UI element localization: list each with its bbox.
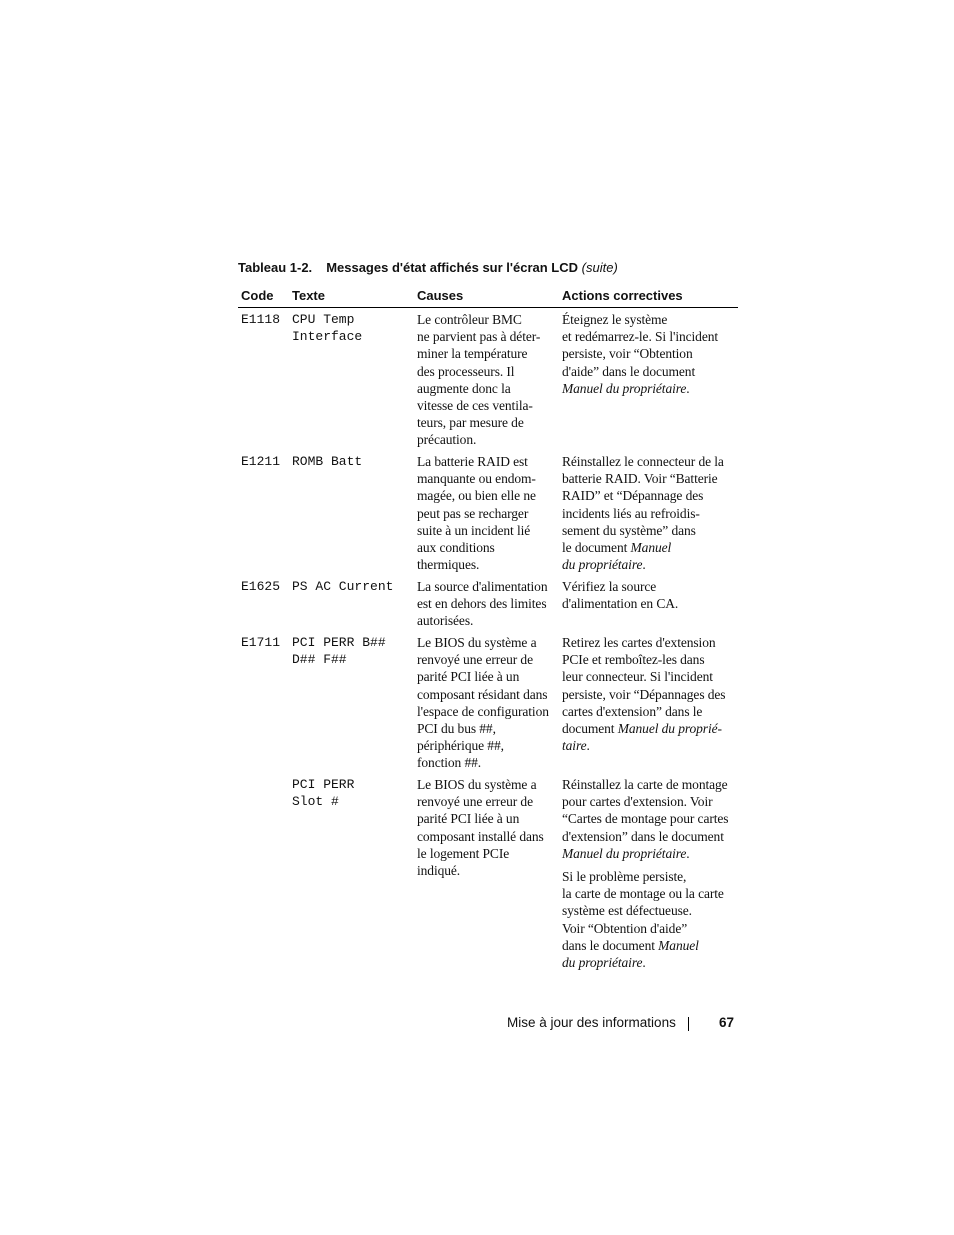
row-code: E1118 <box>241 312 281 327</box>
table-row <box>238 311 738 453</box>
row-causes: Le contrôleur BMC ne parvient pas à déter- miner la température des processeurs. Il augmente donc la vitesse de ces ventila- teurs, par mesure de précaution. <box>417 312 541 448</box>
action-paragraph: Réinstallez la carte de montage pour cartes d'extension. Voir “Cartes de montage pour cartes d'extension” dans le document Manuel du propriétaire. <box>562 777 729 861</box>
caption-suffix: (suite) <box>581 260 618 275</box>
row-texte: ROMB Batt <box>292 454 363 469</box>
status-messages-table <box>238 286 738 976</box>
header-actions: Actions correctives <box>562 288 683 303</box>
header-texte: Texte <box>292 288 325 303</box>
table-row <box>238 578 738 634</box>
header-code: Code <box>241 288 274 303</box>
row-texte: PCI PERR B## D## F## <box>292 635 386 668</box>
footer-title: Mise à jour des informations <box>507 1015 676 1030</box>
row-texte: PS AC Current <box>292 579 394 594</box>
action-paragraph: Réinstallez le connecteur de la batterie RAID. Voir “Batterie RAID” et “Dépannage des incidents liés au refroidis- sement du système” dans le document Manuel du propriétaire. <box>562 454 724 573</box>
row-actions <box>562 776 738 977</box>
table-row <box>238 453 738 578</box>
header-causes: Causes <box>417 288 464 303</box>
row-texte: PCI PERR Slot # <box>292 777 355 810</box>
row-code: E1211 <box>241 454 281 469</box>
action-paragraph: Si le problème persiste, la carte de montage ou la carte système est défectueuse. Voir “Obtention d'aide” dans le document Manuel du propriétaire. <box>562 869 724 971</box>
row-causes: Le BIOS du système a renvoyé une erreur de parité PCI liée à un composant résidant dans l'espace de configuration PCI du bus ##, périphérique ##, fonction ##. <box>417 635 549 771</box>
footer-separator <box>688 1017 689 1031</box>
row-texte: CPU Temp Interface <box>292 312 363 345</box>
action-paragraph: Vérifiez la source d'alimentation en CA. <box>562 579 679 612</box>
row-causes: La source d'alimentation est en dehors des limites autorisées. <box>417 579 548 629</box>
row-causes: La batterie RAID est manquante ou endom- magée, ou bien elle ne peut pas se recharger suite à un incident lié aux conditions thermiques. <box>417 454 536 573</box>
row-causes: Le BIOS du système a renvoyé une erreur de parité PCI liée à un composant installé dans le logement PCIe indiqué. <box>417 777 544 879</box>
caption-title: Messages d'état affichés sur l'écran LCD <box>326 260 579 275</box>
page-number: 67 <box>719 1015 735 1030</box>
row-actions <box>562 634 738 760</box>
table-header <box>238 286 738 308</box>
table-caption <box>238 260 618 275</box>
row-actions <box>562 311 738 403</box>
row-code: E1625 <box>241 579 281 594</box>
row-actions <box>562 578 738 618</box>
action-paragraph: Éteignez le système et redémarrez-le. Si l'incident persiste, voir “Obtention d'aide” dans le document Manuel du propriétaire. <box>562 312 719 396</box>
table-row <box>238 776 738 976</box>
row-code: E1711 <box>241 635 281 650</box>
row-actions <box>562 453 738 579</box>
caption-label: Tableau 1-2. <box>238 260 313 275</box>
table-row <box>238 634 738 776</box>
action-paragraph: Retirez les cartes d'extension PCIe et remboîtez-les dans leur connecteur. Si l'incident persiste, voir “Dépannages des cartes d'extension” dans le document Manuel du proprié- taire. <box>562 635 726 754</box>
